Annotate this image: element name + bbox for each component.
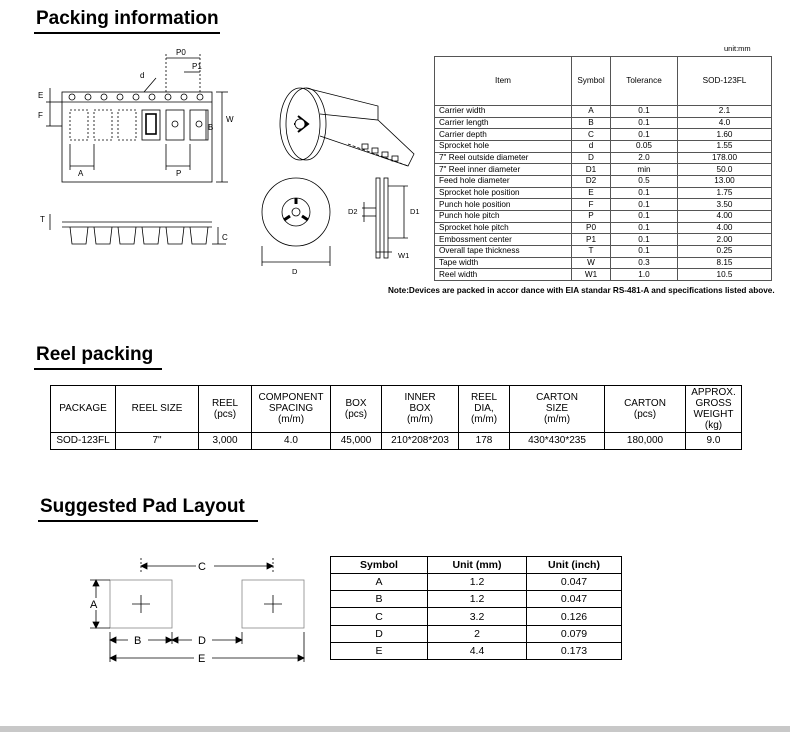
label-f: F xyxy=(38,111,43,120)
reel-header-cell xyxy=(459,386,510,433)
cell-value: 1.55 xyxy=(678,140,772,152)
cell-item: Carrier width xyxy=(435,106,572,118)
reel-packing-table xyxy=(50,385,742,450)
unit-label: unit:mm xyxy=(724,44,751,53)
pad-layout-table xyxy=(330,556,622,660)
cell-symbol: T xyxy=(572,245,611,257)
cell-item: Overall tape thickness xyxy=(435,245,572,257)
label-reel-d: D xyxy=(292,267,298,276)
cell-tolerance: 0.1 xyxy=(611,245,678,257)
reel-header-cell xyxy=(51,386,116,433)
pad-title-rule xyxy=(38,520,258,522)
cell-tolerance: 1.0 xyxy=(611,269,678,281)
cell-symbol: D xyxy=(572,152,611,164)
pad-cell: B xyxy=(331,591,428,608)
cell-value: 2.00 xyxy=(678,234,772,246)
table-row xyxy=(435,234,772,246)
packing-spec-table xyxy=(434,56,772,281)
cell-item: Embossment center xyxy=(435,234,572,246)
reel-header-cell xyxy=(382,386,459,433)
reel-cell: 430*430*235 xyxy=(510,432,605,449)
reel-header-line: (pcs) xyxy=(344,408,368,420)
cell-value: 10.5 xyxy=(678,269,772,281)
reel-header-cell xyxy=(252,386,331,433)
reel-header-cell xyxy=(605,386,686,433)
reel-header-line: GROSS WEIGHT xyxy=(693,397,734,420)
cell-tolerance: 0.1 xyxy=(611,187,678,199)
table-row xyxy=(435,257,772,269)
pad-label-e: E xyxy=(198,653,206,665)
cell-item: Carrier length xyxy=(435,117,572,129)
cell-symbol: B xyxy=(572,117,611,129)
pad-cell: A xyxy=(331,574,428,591)
reel-header-line: REEL SIZE xyxy=(131,403,183,415)
table-row xyxy=(331,591,622,608)
table-row xyxy=(435,199,772,211)
cell-symbol: D2 xyxy=(572,175,611,187)
table-row xyxy=(435,187,772,199)
pad-cell: 0.079 xyxy=(527,625,622,642)
cell-symbol: W xyxy=(572,257,611,269)
cell-symbol: E xyxy=(572,187,611,199)
reel-cell: 45,000 xyxy=(331,432,382,449)
pad-header-symbol: Symbol xyxy=(331,557,428,574)
reel-cell: 9.0 xyxy=(686,432,742,449)
cell-symbol: C xyxy=(572,129,611,141)
pad-title: Suggested Pad Layout xyxy=(40,496,245,517)
reel-title-rule xyxy=(34,368,162,370)
cell-item: Sprocket hole pitch xyxy=(435,222,572,234)
header-item: Item xyxy=(435,57,572,106)
reel-diagram xyxy=(258,66,434,276)
reel-header-line: (pcs) xyxy=(633,408,657,420)
cell-value: 50.0 xyxy=(678,164,772,176)
pad-cell: C xyxy=(331,608,428,625)
table-header-row xyxy=(331,557,622,574)
sprocket-holes xyxy=(69,94,203,100)
cell-item: Sprocket hole xyxy=(435,140,572,152)
table-row xyxy=(331,625,622,642)
pad-cell: 0.126 xyxy=(527,608,622,625)
reel-header-line: (pcs) xyxy=(213,408,237,420)
table-row xyxy=(435,106,772,118)
header-symbol: Symbol xyxy=(572,57,611,106)
cell-value: 4.0 xyxy=(678,117,772,129)
cell-item: 7" Reel inner diameter xyxy=(435,164,572,176)
reel-header-line: (m/m) xyxy=(470,414,498,426)
reel-header-cell xyxy=(199,386,252,433)
cell-item: Reel width xyxy=(435,269,572,281)
reel-header-line: INNER xyxy=(404,392,436,404)
table-row xyxy=(435,164,772,176)
reel-header-line: BOX xyxy=(345,397,367,409)
reel-cell: 178 xyxy=(459,432,510,449)
reel-header-cell xyxy=(686,386,742,433)
table-row xyxy=(331,642,622,659)
cell-value: 2.1 xyxy=(678,106,772,118)
cell-value: 4.00 xyxy=(678,210,772,222)
cell-value: 178.00 xyxy=(678,152,772,164)
cell-tolerance: 0.1 xyxy=(611,222,678,234)
table-row xyxy=(435,152,772,164)
reel-title: Reel packing xyxy=(36,344,154,365)
table-row xyxy=(435,210,772,222)
reel-cell: 180,000 xyxy=(605,432,686,449)
cell-value: 1.60 xyxy=(678,129,772,141)
cell-item: 7" Reel outside diameter xyxy=(435,152,572,164)
cell-tolerance: 0.1 xyxy=(611,117,678,129)
pad-label-a: A xyxy=(90,599,98,611)
reel-cell: 7" xyxy=(116,432,199,449)
table-row xyxy=(51,432,742,449)
pad-cell: 0.047 xyxy=(527,591,622,608)
pad-label-b: B xyxy=(134,635,142,647)
reel-header-line: (m/m) xyxy=(406,414,434,426)
reel-header-line: APPROX. xyxy=(691,386,736,398)
pad-label-c: C xyxy=(198,561,206,573)
packing-note: Note:Devices are packed in accor dance with EIA standar RS-481-A and specifications listed above. xyxy=(388,286,775,295)
header-tolerance: Tolerance xyxy=(611,57,678,106)
pad-cell: 2 xyxy=(428,625,527,642)
cell-tolerance: 0.3 xyxy=(611,257,678,269)
table-row xyxy=(331,608,622,625)
label-p: P xyxy=(176,169,182,178)
table-row xyxy=(435,140,772,152)
packing-title: Packing information xyxy=(36,8,219,29)
label-w: W xyxy=(226,115,234,124)
cell-symbol: P xyxy=(572,210,611,222)
pad-cell: 1.2 xyxy=(428,574,527,591)
cell-item: Punch hole position xyxy=(435,199,572,211)
cell-value: 0.25 xyxy=(678,245,772,257)
cell-value: 13.00 xyxy=(678,175,772,187)
reel-header-line: COMPONENT xyxy=(258,392,324,404)
reel-header-line: (m/m) xyxy=(543,414,571,426)
label-d: d xyxy=(140,71,145,80)
reel-header-line: CARTON xyxy=(624,397,666,409)
label-d2: D2 xyxy=(348,207,358,216)
label-d1: D1 xyxy=(410,207,420,216)
reel-cell: SOD-123FL xyxy=(51,432,116,449)
cell-tolerance: 2.0 xyxy=(611,152,678,164)
label-a: A xyxy=(78,169,84,178)
cell-tolerance: 0.05 xyxy=(611,140,678,152)
cell-tolerance: 0.1 xyxy=(611,210,678,222)
cell-item: Sprocket hole position xyxy=(435,187,572,199)
reel-header-line: REEL xyxy=(470,392,498,404)
cell-value: 8.15 xyxy=(678,257,772,269)
reel-header-line: CARTON xyxy=(536,392,578,404)
cell-item: Tape width xyxy=(435,257,572,269)
label-c: C xyxy=(222,233,228,242)
reel-header-line: DIA, xyxy=(474,403,494,415)
cell-value: 1.75 xyxy=(678,187,772,199)
cell-symbol: d xyxy=(572,140,611,152)
pad-cell: E xyxy=(331,642,428,659)
cell-symbol: P0 xyxy=(572,222,611,234)
label-e: E xyxy=(38,91,44,100)
cell-value: 4.00 xyxy=(678,222,772,234)
reel-header-line: SPACING xyxy=(268,403,314,415)
pad-layout-diagram xyxy=(84,552,314,670)
cell-symbol: D1 xyxy=(572,164,611,176)
bottom-divider xyxy=(0,726,790,732)
reel-header-line: SIZE xyxy=(545,403,569,415)
cell-symbol: A xyxy=(572,106,611,118)
cell-value: 3.50 xyxy=(678,199,772,211)
pad-cell: 4.4 xyxy=(428,642,527,659)
reel-cell: 4.0 xyxy=(252,432,331,449)
pad-cell: 0.173 xyxy=(527,642,622,659)
label-p1: P1 xyxy=(192,62,202,71)
table-row xyxy=(435,175,772,187)
cell-item: Carrier depth xyxy=(435,129,572,141)
table-row xyxy=(435,222,772,234)
cell-item: Feed hole diameter xyxy=(435,175,572,187)
table-row xyxy=(435,269,772,281)
reel-header-line: (m/m) xyxy=(277,414,305,426)
reel-cell: 3,000 xyxy=(199,432,252,449)
label-b: B xyxy=(208,123,214,132)
cell-item: Punch hole pitch xyxy=(435,210,572,222)
cell-symbol: P1 xyxy=(572,234,611,246)
cell-tolerance: 0.1 xyxy=(611,234,678,246)
cell-symbol: F xyxy=(572,199,611,211)
packing-title-rule xyxy=(34,32,220,34)
table-row xyxy=(435,245,772,257)
table-header-row xyxy=(435,57,772,106)
reel-cell: 210*208*203 xyxy=(382,432,459,449)
table-row xyxy=(331,574,622,591)
cell-tolerance: 0.1 xyxy=(611,199,678,211)
reel-header-line: (kg) xyxy=(704,419,723,431)
cell-tolerance: 0.1 xyxy=(611,106,678,118)
reel-header-line: REEL xyxy=(211,397,239,409)
reel-header-cell xyxy=(510,386,605,433)
cell-symbol: W1 xyxy=(572,269,611,281)
table-row xyxy=(435,129,772,141)
reel-header-line: PACKAGE xyxy=(59,403,107,415)
pad-cell: 1.2 xyxy=(428,591,527,608)
pad-header-mm: Unit (mm) xyxy=(428,557,527,574)
label-p0: P0 xyxy=(176,48,186,57)
pad-cell: 3.2 xyxy=(428,608,527,625)
header-package: SOD-123FL xyxy=(678,57,772,106)
pad-label-d: D xyxy=(198,635,206,647)
carrier-tape-diagram xyxy=(36,44,236,274)
pad-header-inch: Unit (inch) xyxy=(527,557,622,574)
cell-tolerance: 0.1 xyxy=(611,129,678,141)
reel-header-cell xyxy=(331,386,382,433)
pad-cell: 0.047 xyxy=(527,574,622,591)
cell-tolerance: min xyxy=(611,164,678,176)
table-header-row xyxy=(51,386,742,433)
cell-tolerance: 0.5 xyxy=(611,175,678,187)
reel-header-cell xyxy=(116,386,199,433)
table-row xyxy=(435,117,772,129)
pad-cell: D xyxy=(331,625,428,642)
label-w1: W1 xyxy=(398,251,410,260)
reel-header-line: BOX xyxy=(409,403,431,415)
label-t: T xyxy=(40,215,45,224)
